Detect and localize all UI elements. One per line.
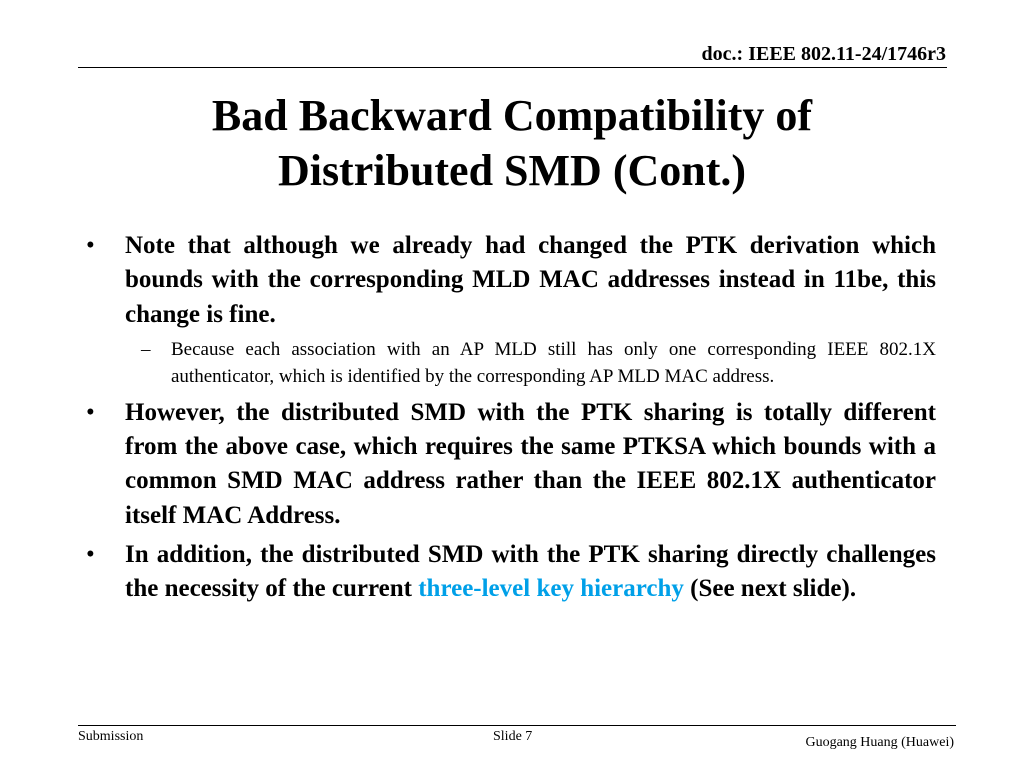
bullet-text: However, the distributed SMD with the PTK sharing is totally different from the above case, which requires the same PTKSA which bounds with a common SMD MAC address rather than the IEEE 802.1X authenticator itself MAC Address.	[125, 398, 936, 529]
footer-slide-number: Slide 7	[493, 729, 533, 744]
bullet-text-pre: In addition, the distributed SMD with the PTK sharing directly challenges the necessity of the current	[125, 541, 936, 603]
bullet-item-2	[84, 396, 936, 533]
title-line-1: Bad Backward Compatibility of	[211, 91, 813, 140]
header-divider	[78, 67, 947, 68]
bullet-text: Note that although we already had changed the PTK derivation which bounds with the corresponding MLD MAC addresses instead in 11be, this change is fine.	[125, 232, 936, 328]
highlighted-text: three-level key hierarchy	[418, 575, 684, 603]
sub-bullet-item-1	[141, 336, 936, 391]
doc-id: doc.: IEEE 802.11-24/1746r3	[701, 43, 946, 65]
bullet-item-1	[84, 229, 936, 332]
bullet-text-post: (See next slide).	[690, 575, 857, 603]
footer-divider	[78, 725, 956, 726]
sub-bullet-marker: –	[141, 338, 151, 360]
footer-author: Guogang Huang (Huawei)	[805, 735, 954, 750]
bullet-marker: •	[86, 398, 95, 426]
bullet-marker: •	[86, 232, 95, 259]
sub-bullet-text: Because each association with an AP MLD still has only one corresponding IEEE 802.1X authenticator, which is identified by the corresponding AP MLD MAC address.	[171, 338, 936, 388]
bullet-list	[84, 229, 936, 607]
bullet-marker: •	[86, 541, 95, 569]
title-line-2: Distributed SMD (Cont.)	[277, 146, 747, 195]
slide-title	[0, 88, 1024, 198]
bullet-item-3	[84, 538, 936, 607]
footer-submission: Submission	[78, 729, 144, 744]
